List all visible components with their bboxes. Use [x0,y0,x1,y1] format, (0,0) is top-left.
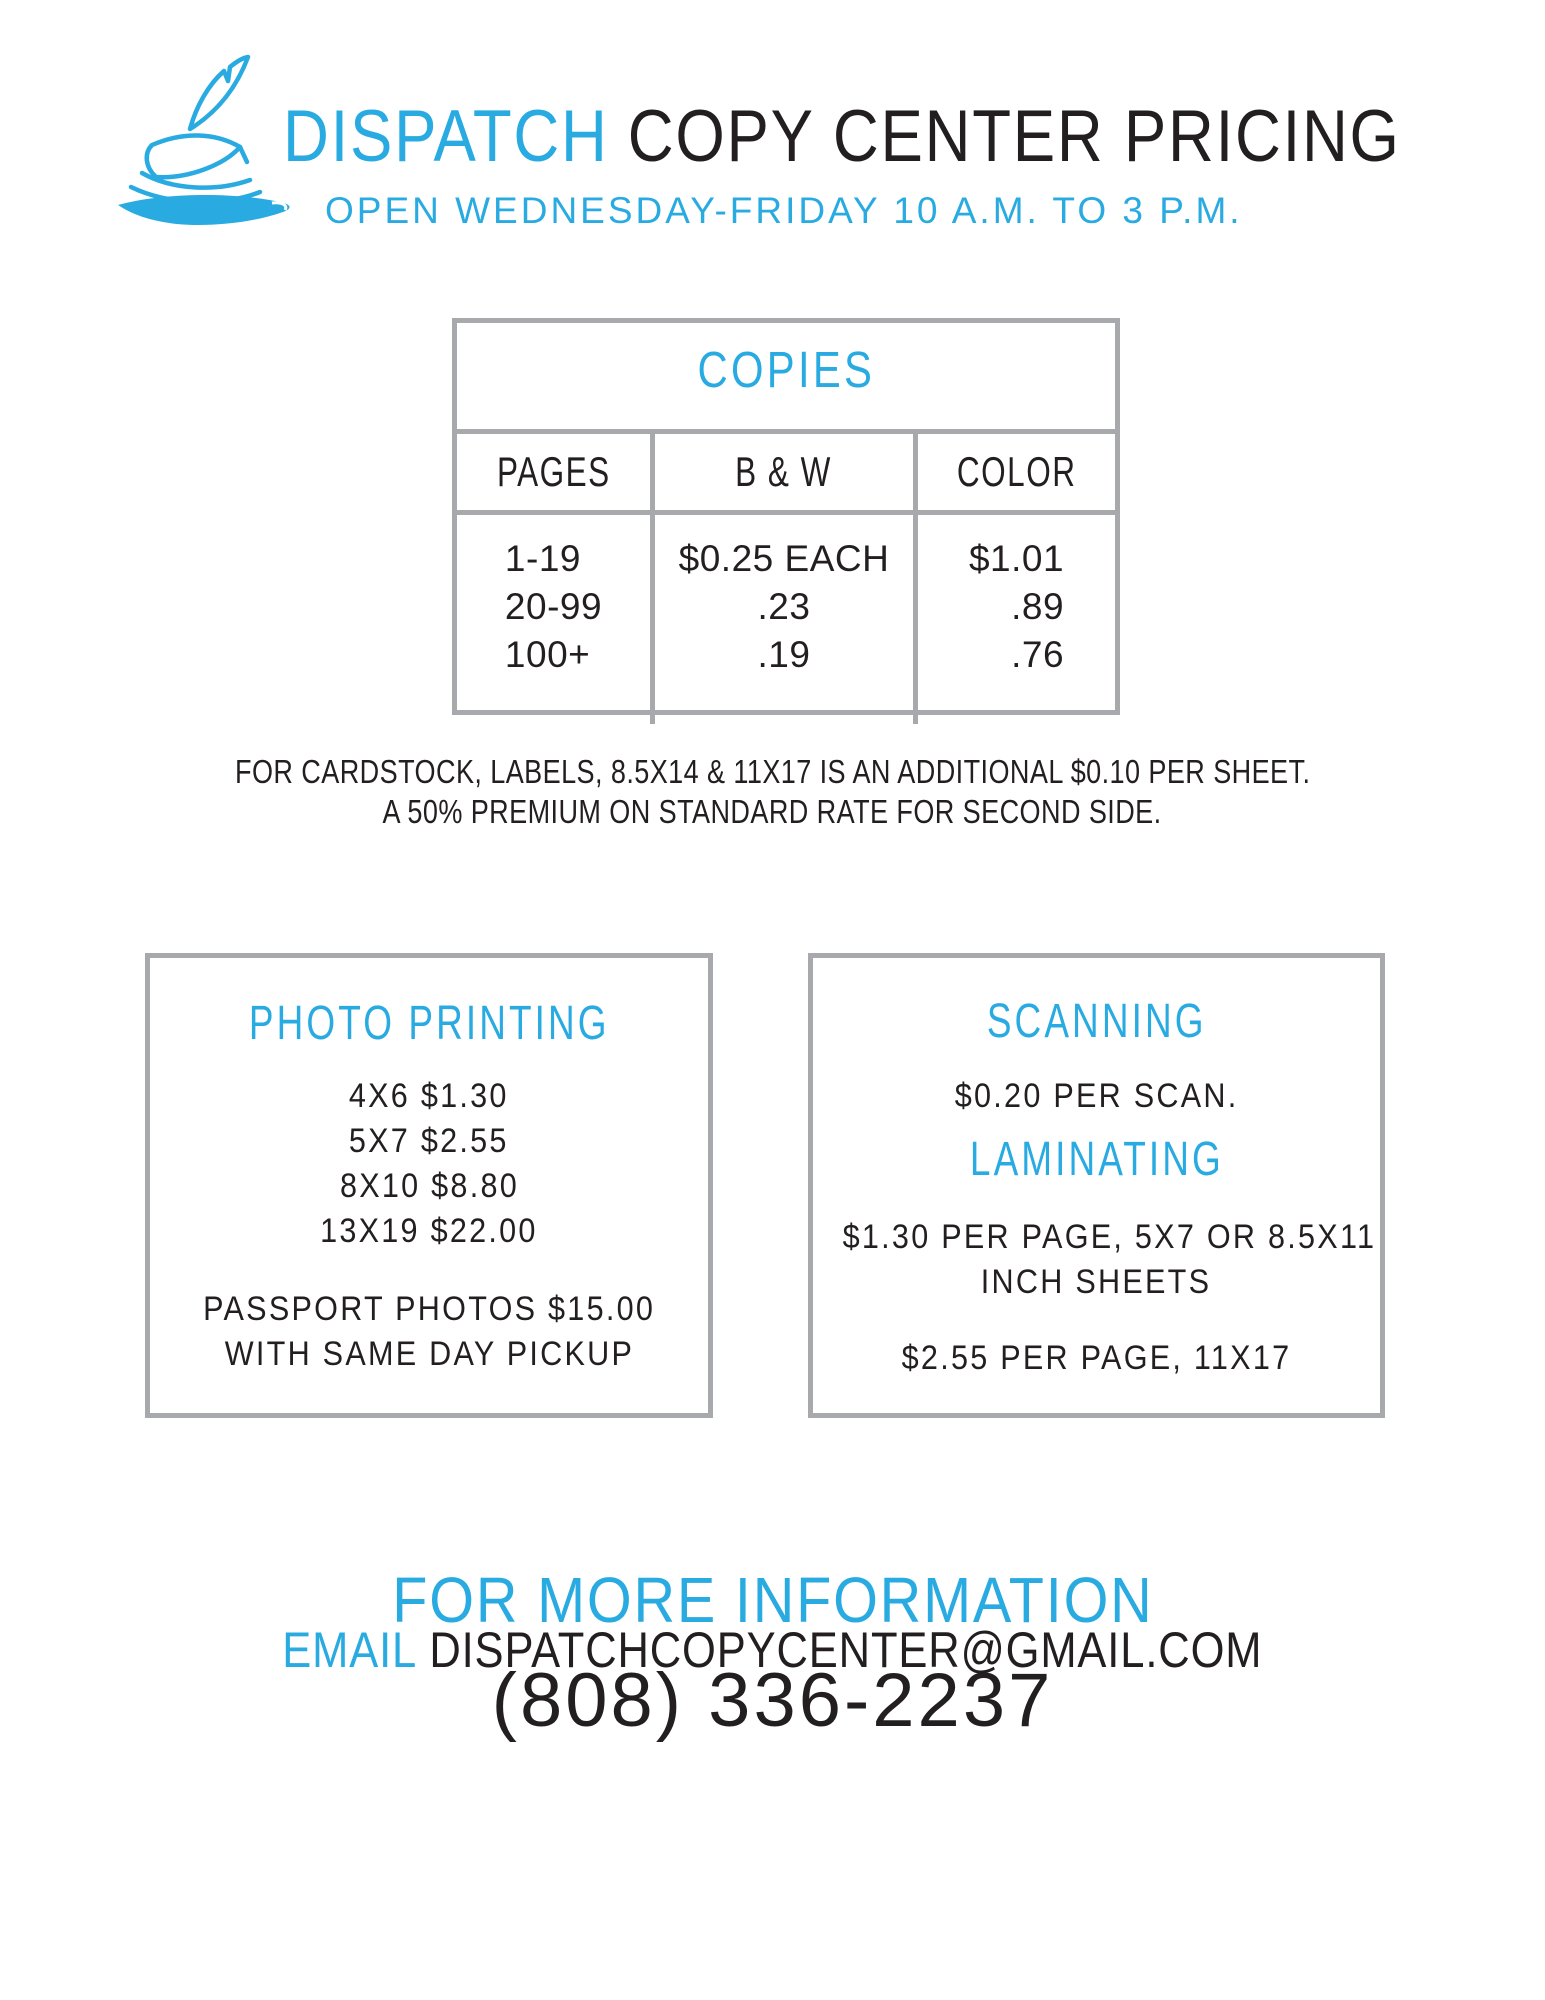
column-header-bw: B & W [655,434,918,510]
photo-printing-prices [150,1074,708,1254]
color-price-3: .76 [1011,634,1065,675]
surcharge-note-2: A 50% PREMIUM ON STANDARD RATE FOR SECOND SIDE. [382,793,1163,830]
passport-photos-note [150,1287,708,1377]
email-address: DISPATCHCOPYCENTER@GMAIL.COM [429,1622,1263,1678]
bw-price-2: .23 [757,586,811,627]
laminating-price-1 [813,1215,1380,1305]
scan-price: $0.20 PER SCAN. [954,1077,1239,1115]
footer-phone: (808) 336-2237 [491,1658,1054,1743]
column-header-pages: PAGES [457,434,655,510]
surcharge-note-1: FOR CARDSTOCK, LABELS, 8.5X14 & 11X17 IS AN ADDITIONAL $0.10 PER SHEET. [234,753,1311,790]
surcharge-notes [0,752,1545,832]
bw-price-1: $0.25 EACH [678,538,890,579]
passport-price-line: PASSPORT PHOTOS $15.00 [202,1290,656,1328]
pages-tier-1: 1-19 [504,538,581,579]
email-label: EMAIL [282,1622,418,1678]
bw-price-cell [655,515,918,724]
copies-table-header-row [457,434,1115,515]
photo-price-8x10: 8X10 $8.80 [339,1167,519,1205]
page-title-rest: COPY CENTER PRICING [627,96,1401,177]
pages-tier-3: 100+ [504,634,591,675]
scanning-title: SCANNING [986,995,1207,1048]
column-header-color: COLOR [956,448,1077,495]
copies-table-data-row [457,515,1115,724]
color-price-cell [918,515,1115,724]
photo-price-4x6: 4X6 $1.30 [349,1077,509,1115]
photo-price-5x7: 5X7 $2.55 [349,1122,509,1160]
scanning-laminating-box [808,953,1385,1418]
color-price-2: .89 [1011,586,1065,627]
photo-price-13x19: 13X19 $22.00 [320,1212,538,1250]
laminating-price-1-line-2: INCH SHEETS [981,1263,1212,1301]
copies-table-title: COPIES [697,340,875,398]
copies-table-title-row [457,323,1115,434]
pages-tier-2: 20-99 [504,586,603,627]
color-price-1: $1.01 [968,538,1065,579]
passport-pickup-line: WITH SAME DAY PICKUP [224,1335,634,1373]
laminating-price-1-line-1: $1.30 PER PAGE, 5X7 OR 8.5X11 [842,1218,1377,1256]
laminating-title: LAMINATING [969,1133,1224,1186]
flying-papers-logo-icon [112,45,312,241]
photo-printing-box [145,953,713,1418]
page-title-brand: DISPATCH [283,96,609,177]
copies-table [452,318,1120,715]
hours-subtitle: OPEN WEDNESDAY-FRIDAY 10 A.M. TO 3 P.M. [325,190,1243,231]
laminating-price-2: $2.55 PER PAGE, 11X17 [901,1339,1292,1377]
bw-price-3: .19 [757,634,811,675]
footer-heading: FOR MORE INFORMATION [391,1564,1154,1636]
pages-column-cell [457,515,655,724]
page-title [283,97,1545,177]
photo-printing-title: PHOTO PRINTING [248,997,610,1050]
